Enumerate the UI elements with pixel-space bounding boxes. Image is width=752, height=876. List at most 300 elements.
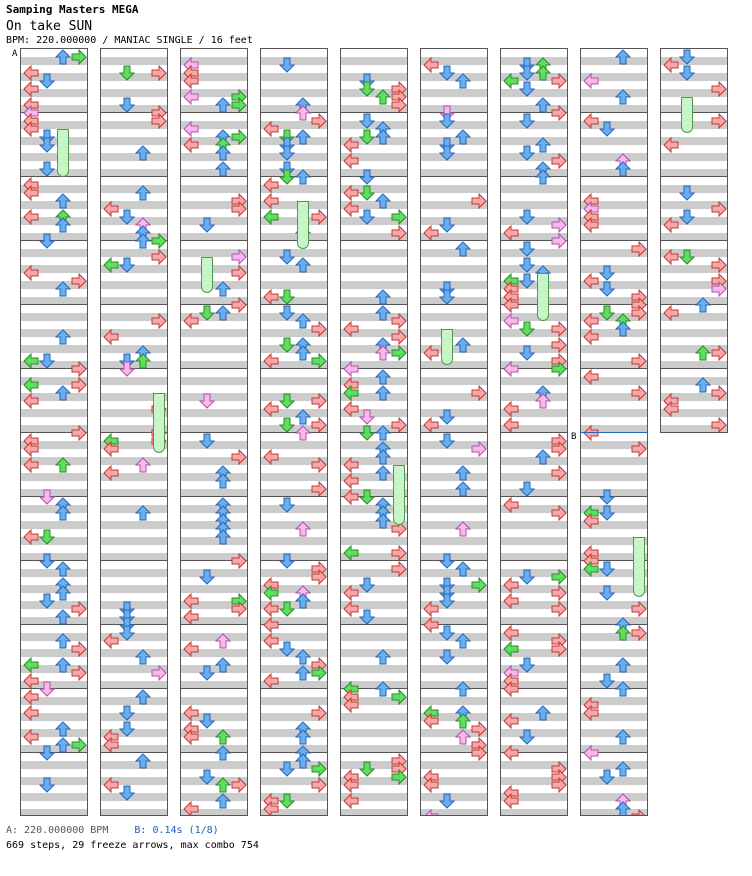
left-arrow-icon: [23, 185, 39, 201]
right-arrow-icon: [71, 601, 87, 617]
up-arrow-icon: [455, 465, 471, 481]
left-arrow-icon: [503, 225, 519, 241]
right-arrow-icon: [631, 241, 647, 257]
down-arrow-icon: [119, 97, 135, 113]
chart-info: BPM: 220.000000 / MANIAC SINGLE / 16 feet: [6, 35, 253, 46]
measure: [341, 241, 407, 305]
down-arrow-icon: [39, 73, 55, 89]
left-arrow-icon: [503, 297, 519, 313]
chart-column: [100, 48, 168, 816]
down-arrow-icon: [599, 769, 615, 785]
chart-column: [180, 48, 248, 816]
bpm-marker-a: A: [12, 49, 18, 59]
left-arrow-icon: [23, 121, 39, 137]
right-arrow-icon: [471, 721, 487, 737]
right-arrow-icon: [471, 385, 487, 401]
right-arrow-icon: [151, 233, 167, 249]
down-arrow-icon: [119, 705, 135, 721]
right-arrow-icon: [391, 345, 407, 361]
left-arrow-icon: [423, 713, 439, 729]
down-arrow-icon: [39, 137, 55, 153]
down-arrow-icon: [599, 281, 615, 297]
down-arrow-icon: [519, 729, 535, 745]
down-arrow-icon: [279, 641, 295, 657]
left-arrow-icon: [583, 73, 599, 89]
up-arrow-icon: [375, 129, 391, 145]
freeze-arrow-icon: [393, 465, 405, 525]
up-arrow-icon: [455, 681, 471, 697]
right-arrow-icon: [711, 281, 727, 297]
down-arrow-icon: [519, 657, 535, 673]
left-arrow-icon: [423, 57, 439, 73]
right-arrow-icon: [71, 641, 87, 657]
down-arrow-icon: [199, 217, 215, 233]
down-arrow-icon: [519, 65, 535, 81]
up-arrow-icon: [535, 137, 551, 153]
up-arrow-icon: [375, 289, 391, 305]
down-arrow-icon: [39, 593, 55, 609]
right-arrow-icon: [711, 345, 727, 361]
down-arrow-icon: [599, 265, 615, 281]
up-arrow-icon: [535, 393, 551, 409]
up-arrow-icon: [295, 313, 311, 329]
right-arrow-icon: [711, 81, 727, 97]
left-arrow-icon: [583, 745, 599, 761]
down-arrow-icon: [39, 777, 55, 793]
down-arrow-icon: [439, 289, 455, 305]
chart-column: [660, 48, 728, 433]
left-arrow-icon: [263, 585, 279, 601]
right-arrow-icon: [391, 545, 407, 561]
down-arrow-icon: [359, 129, 375, 145]
freeze-arrow-icon: [297, 201, 309, 249]
right-arrow-icon: [551, 777, 567, 793]
down-arrow-icon: [279, 169, 295, 185]
left-arrow-icon: [103, 329, 119, 345]
up-arrow-icon: [295, 729, 311, 745]
down-arrow-icon: [519, 345, 535, 361]
up-arrow-icon: [615, 321, 631, 337]
left-arrow-icon: [583, 113, 599, 129]
left-arrow-icon: [263, 401, 279, 417]
right-arrow-icon: [151, 113, 167, 129]
up-arrow-icon: [615, 625, 631, 641]
left-arrow-icon: [23, 657, 39, 673]
up-arrow-icon: [55, 329, 71, 345]
left-arrow-icon: [503, 593, 519, 609]
right-arrow-icon: [71, 425, 87, 441]
up-arrow-icon: [295, 753, 311, 769]
up-arrow-icon: [375, 681, 391, 697]
left-arrow-icon: [103, 465, 119, 481]
up-arrow-icon: [535, 97, 551, 113]
up-arrow-icon: [295, 169, 311, 185]
down-arrow-icon: [199, 713, 215, 729]
down-arrow-icon: [599, 561, 615, 577]
right-arrow-icon: [231, 601, 247, 617]
up-arrow-icon: [615, 801, 631, 816]
down-arrow-icon: [519, 81, 535, 97]
left-arrow-icon: [343, 777, 359, 793]
left-arrow-icon: [263, 177, 279, 193]
up-arrow-icon: [295, 521, 311, 537]
down-arrow-icon: [359, 489, 375, 505]
down-arrow-icon: [679, 49, 695, 65]
up-arrow-icon: [215, 793, 231, 809]
right-arrow-icon: [551, 585, 567, 601]
down-arrow-icon: [359, 577, 375, 593]
down-arrow-icon: [679, 65, 695, 81]
down-arrow-icon: [279, 553, 295, 569]
right-arrow-icon: [311, 209, 327, 225]
right-arrow-icon: [551, 361, 567, 377]
freeze-arrow-icon: [153, 393, 165, 453]
down-arrow-icon: [439, 649, 455, 665]
left-arrow-icon: [503, 313, 519, 329]
left-arrow-icon: [23, 377, 39, 393]
right-arrow-icon: [71, 49, 87, 65]
down-arrow-icon: [599, 121, 615, 137]
left-arrow-icon: [423, 417, 439, 433]
left-arrow-icon: [103, 737, 119, 753]
up-arrow-icon: [615, 761, 631, 777]
up-arrow-icon: [295, 345, 311, 361]
right-arrow-icon: [231, 297, 247, 313]
up-arrow-icon: [695, 377, 711, 393]
right-arrow-icon: [391, 97, 407, 113]
up-arrow-icon: [135, 753, 151, 769]
left-arrow-icon: [343, 585, 359, 601]
up-arrow-icon: [375, 369, 391, 385]
down-arrow-icon: [519, 241, 535, 257]
up-arrow-icon: [455, 337, 471, 353]
right-arrow-icon: [551, 105, 567, 121]
up-arrow-icon: [375, 385, 391, 401]
right-arrow-icon: [551, 153, 567, 169]
right-arrow-icon: [391, 329, 407, 345]
down-arrow-icon: [279, 289, 295, 305]
chart-column: [20, 48, 88, 816]
up-arrow-icon: [455, 129, 471, 145]
down-arrow-icon: [359, 169, 375, 185]
right-arrow-icon: [711, 257, 727, 273]
down-arrow-icon: [279, 305, 295, 321]
down-arrow-icon: [599, 585, 615, 601]
left-arrow-icon: [583, 513, 599, 529]
down-arrow-icon: [679, 209, 695, 225]
down-arrow-icon: [39, 529, 55, 545]
measure: [101, 497, 167, 561]
right-arrow-icon: [711, 113, 727, 129]
left-arrow-icon: [663, 137, 679, 153]
right-arrow-icon: [391, 769, 407, 785]
up-arrow-icon: [535, 705, 551, 721]
left-arrow-icon: [663, 217, 679, 233]
left-arrow-icon: [343, 601, 359, 617]
left-arrow-icon: [583, 369, 599, 385]
up-arrow-icon: [55, 657, 71, 673]
freeze-arrow-icon: [441, 329, 453, 365]
left-arrow-icon: [103, 257, 119, 273]
up-arrow-icon: [215, 473, 231, 489]
right-arrow-icon: [471, 577, 487, 593]
left-arrow-icon: [23, 729, 39, 745]
down-arrow-icon: [119, 785, 135, 801]
down-arrow-icon: [39, 681, 55, 697]
up-arrow-icon: [55, 737, 71, 753]
right-arrow-icon: [551, 569, 567, 585]
up-arrow-icon: [135, 505, 151, 521]
left-arrow-icon: [183, 137, 199, 153]
up-arrow-icon: [215, 633, 231, 649]
left-arrow-icon: [23, 529, 39, 545]
right-arrow-icon: [311, 481, 327, 497]
right-arrow-icon: [631, 385, 647, 401]
up-arrow-icon: [55, 457, 71, 473]
up-arrow-icon: [215, 145, 231, 161]
left-arrow-icon: [343, 697, 359, 713]
up-arrow-icon: [455, 633, 471, 649]
left-arrow-icon: [263, 633, 279, 649]
down-arrow-icon: [199, 433, 215, 449]
right-arrow-icon: [711, 201, 727, 217]
down-arrow-icon: [359, 425, 375, 441]
right-arrow-icon: [71, 361, 87, 377]
left-arrow-icon: [23, 209, 39, 225]
right-arrow-icon: [311, 457, 327, 473]
right-arrow-icon: [631, 305, 647, 321]
down-arrow-icon: [519, 145, 535, 161]
left-arrow-icon: [23, 441, 39, 457]
up-arrow-icon: [455, 561, 471, 577]
down-arrow-icon: [119, 721, 135, 737]
left-arrow-icon: [503, 361, 519, 377]
down-arrow-icon: [359, 81, 375, 97]
right-arrow-icon: [551, 465, 567, 481]
down-arrow-icon: [199, 305, 215, 321]
up-arrow-icon: [455, 713, 471, 729]
left-arrow-icon: [343, 321, 359, 337]
left-arrow-icon: [263, 673, 279, 689]
left-arrow-icon: [183, 313, 199, 329]
left-arrow-icon: [663, 401, 679, 417]
left-arrow-icon: [343, 201, 359, 217]
down-arrow-icon: [599, 305, 615, 321]
bpm-legend: [6, 825, 219, 837]
up-arrow-icon: [455, 241, 471, 257]
down-arrow-icon: [279, 337, 295, 353]
up-arrow-icon: [295, 665, 311, 681]
up-arrow-icon: [615, 89, 631, 105]
up-arrow-icon: [375, 193, 391, 209]
left-arrow-icon: [183, 73, 199, 89]
up-arrow-icon: [55, 193, 71, 209]
chart-column: [420, 48, 488, 816]
down-arrow-icon: [599, 673, 615, 689]
left-arrow-icon: [183, 121, 199, 137]
right-arrow-icon: [71, 737, 87, 753]
up-arrow-icon: [295, 649, 311, 665]
left-arrow-icon: [423, 601, 439, 617]
left-arrow-icon: [583, 705, 599, 721]
left-arrow-icon: [423, 777, 439, 793]
left-arrow-icon: [503, 793, 519, 809]
up-arrow-icon: [615, 729, 631, 745]
up-arrow-icon: [135, 689, 151, 705]
left-arrow-icon: [343, 457, 359, 473]
up-arrow-icon: [535, 169, 551, 185]
up-arrow-icon: [535, 65, 551, 81]
up-arrow-icon: [375, 465, 391, 481]
down-arrow-icon: [199, 569, 215, 585]
right-arrow-icon: [711, 385, 727, 401]
down-arrow-icon: [359, 113, 375, 129]
down-arrow-icon: [439, 113, 455, 129]
right-arrow-icon: [391, 417, 407, 433]
left-arrow-icon: [503, 417, 519, 433]
up-arrow-icon: [375, 513, 391, 529]
left-arrow-icon: [183, 593, 199, 609]
left-arrow-icon: [343, 137, 359, 153]
up-arrow-icon: [55, 281, 71, 297]
up-arrow-icon: [295, 593, 311, 609]
measure: [421, 497, 487, 561]
down-arrow-icon: [439, 433, 455, 449]
left-arrow-icon: [183, 705, 199, 721]
down-arrow-icon: [279, 249, 295, 265]
left-arrow-icon: [503, 401, 519, 417]
up-arrow-icon: [215, 161, 231, 177]
up-arrow-icon: [375, 345, 391, 361]
left-arrow-icon: [343, 489, 359, 505]
up-arrow-icon: [375, 449, 391, 465]
left-arrow-icon: [503, 681, 519, 697]
right-arrow-icon: [151, 65, 167, 81]
measure: [341, 625, 407, 689]
right-arrow-icon: [71, 665, 87, 681]
down-arrow-icon: [519, 273, 535, 289]
left-arrow-icon: [263, 449, 279, 465]
down-arrow-icon: [39, 233, 55, 249]
up-arrow-icon: [55, 561, 71, 577]
up-arrow-icon: [135, 649, 151, 665]
left-arrow-icon: [663, 249, 679, 265]
up-arrow-icon: [215, 529, 231, 545]
down-arrow-icon: [279, 393, 295, 409]
left-arrow-icon: [263, 601, 279, 617]
up-arrow-icon: [295, 105, 311, 121]
down-arrow-icon: [519, 569, 535, 585]
left-arrow-icon: [423, 617, 439, 633]
up-arrow-icon: [215, 745, 231, 761]
step-stats: 669 steps, 29 freeze arrows, max combo 754: [6, 840, 259, 851]
right-arrow-icon: [391, 561, 407, 577]
right-arrow-icon: [631, 601, 647, 617]
measure: [181, 497, 247, 561]
down-arrow-icon: [439, 217, 455, 233]
chart-column: [260, 48, 328, 816]
up-arrow-icon: [375, 425, 391, 441]
left-arrow-icon: [23, 81, 39, 97]
down-arrow-icon: [359, 209, 375, 225]
left-arrow-icon: [503, 577, 519, 593]
left-arrow-icon: [583, 273, 599, 289]
left-arrow-icon: [23, 705, 39, 721]
right-arrow-icon: [471, 745, 487, 761]
up-arrow-icon: [55, 385, 71, 401]
left-arrow-icon: [503, 745, 519, 761]
right-arrow-icon: [151, 665, 167, 681]
left-arrow-icon: [663, 57, 679, 73]
down-arrow-icon: [39, 353, 55, 369]
left-arrow-icon: [663, 305, 679, 321]
right-arrow-icon: [551, 641, 567, 657]
right-arrow-icon: [311, 705, 327, 721]
right-arrow-icon: [311, 113, 327, 129]
right-arrow-icon: [151, 313, 167, 329]
down-arrow-icon: [439, 793, 455, 809]
up-arrow-icon: [455, 521, 471, 537]
bpm-a-label: A: 220.000000 BPM: [6, 825, 109, 836]
left-arrow-icon: [343, 185, 359, 201]
left-arrow-icon: [263, 289, 279, 305]
down-arrow-icon: [599, 489, 615, 505]
down-arrow-icon: [679, 185, 695, 201]
right-arrow-icon: [231, 777, 247, 793]
left-arrow-icon: [23, 65, 39, 81]
down-arrow-icon: [279, 761, 295, 777]
left-arrow-icon: [263, 193, 279, 209]
down-arrow-icon: [39, 161, 55, 177]
down-arrow-icon: [279, 145, 295, 161]
down-arrow-icon: [359, 185, 375, 201]
down-arrow-icon: [519, 113, 535, 129]
up-arrow-icon: [695, 345, 711, 361]
up-arrow-icon: [695, 297, 711, 313]
right-arrow-icon: [311, 777, 327, 793]
left-arrow-icon: [503, 625, 519, 641]
up-arrow-icon: [375, 89, 391, 105]
down-arrow-icon: [279, 57, 295, 73]
up-arrow-icon: [295, 409, 311, 425]
left-arrow-icon: [183, 641, 199, 657]
song-name: On take SUN: [6, 19, 93, 34]
up-arrow-icon: [215, 305, 231, 321]
right-arrow-icon: [631, 353, 647, 369]
up-arrow-icon: [135, 185, 151, 201]
left-arrow-icon: [263, 209, 279, 225]
down-arrow-icon: [439, 65, 455, 81]
up-arrow-icon: [615, 161, 631, 177]
up-arrow-icon: [135, 145, 151, 161]
right-arrow-icon: [551, 233, 567, 249]
left-arrow-icon: [263, 801, 279, 816]
right-arrow-icon: [391, 225, 407, 241]
down-arrow-icon: [39, 745, 55, 761]
left-arrow-icon: [183, 609, 199, 625]
left-arrow-icon: [503, 497, 519, 513]
down-arrow-icon: [519, 321, 535, 337]
right-arrow-icon: [151, 249, 167, 265]
chart-column: [500, 48, 568, 816]
up-arrow-icon: [55, 721, 71, 737]
down-arrow-icon: [679, 249, 695, 265]
right-arrow-icon: [631, 809, 647, 816]
right-arrow-icon: [231, 249, 247, 265]
down-arrow-icon: [119, 65, 135, 81]
up-arrow-icon: [455, 729, 471, 745]
left-arrow-icon: [343, 361, 359, 377]
